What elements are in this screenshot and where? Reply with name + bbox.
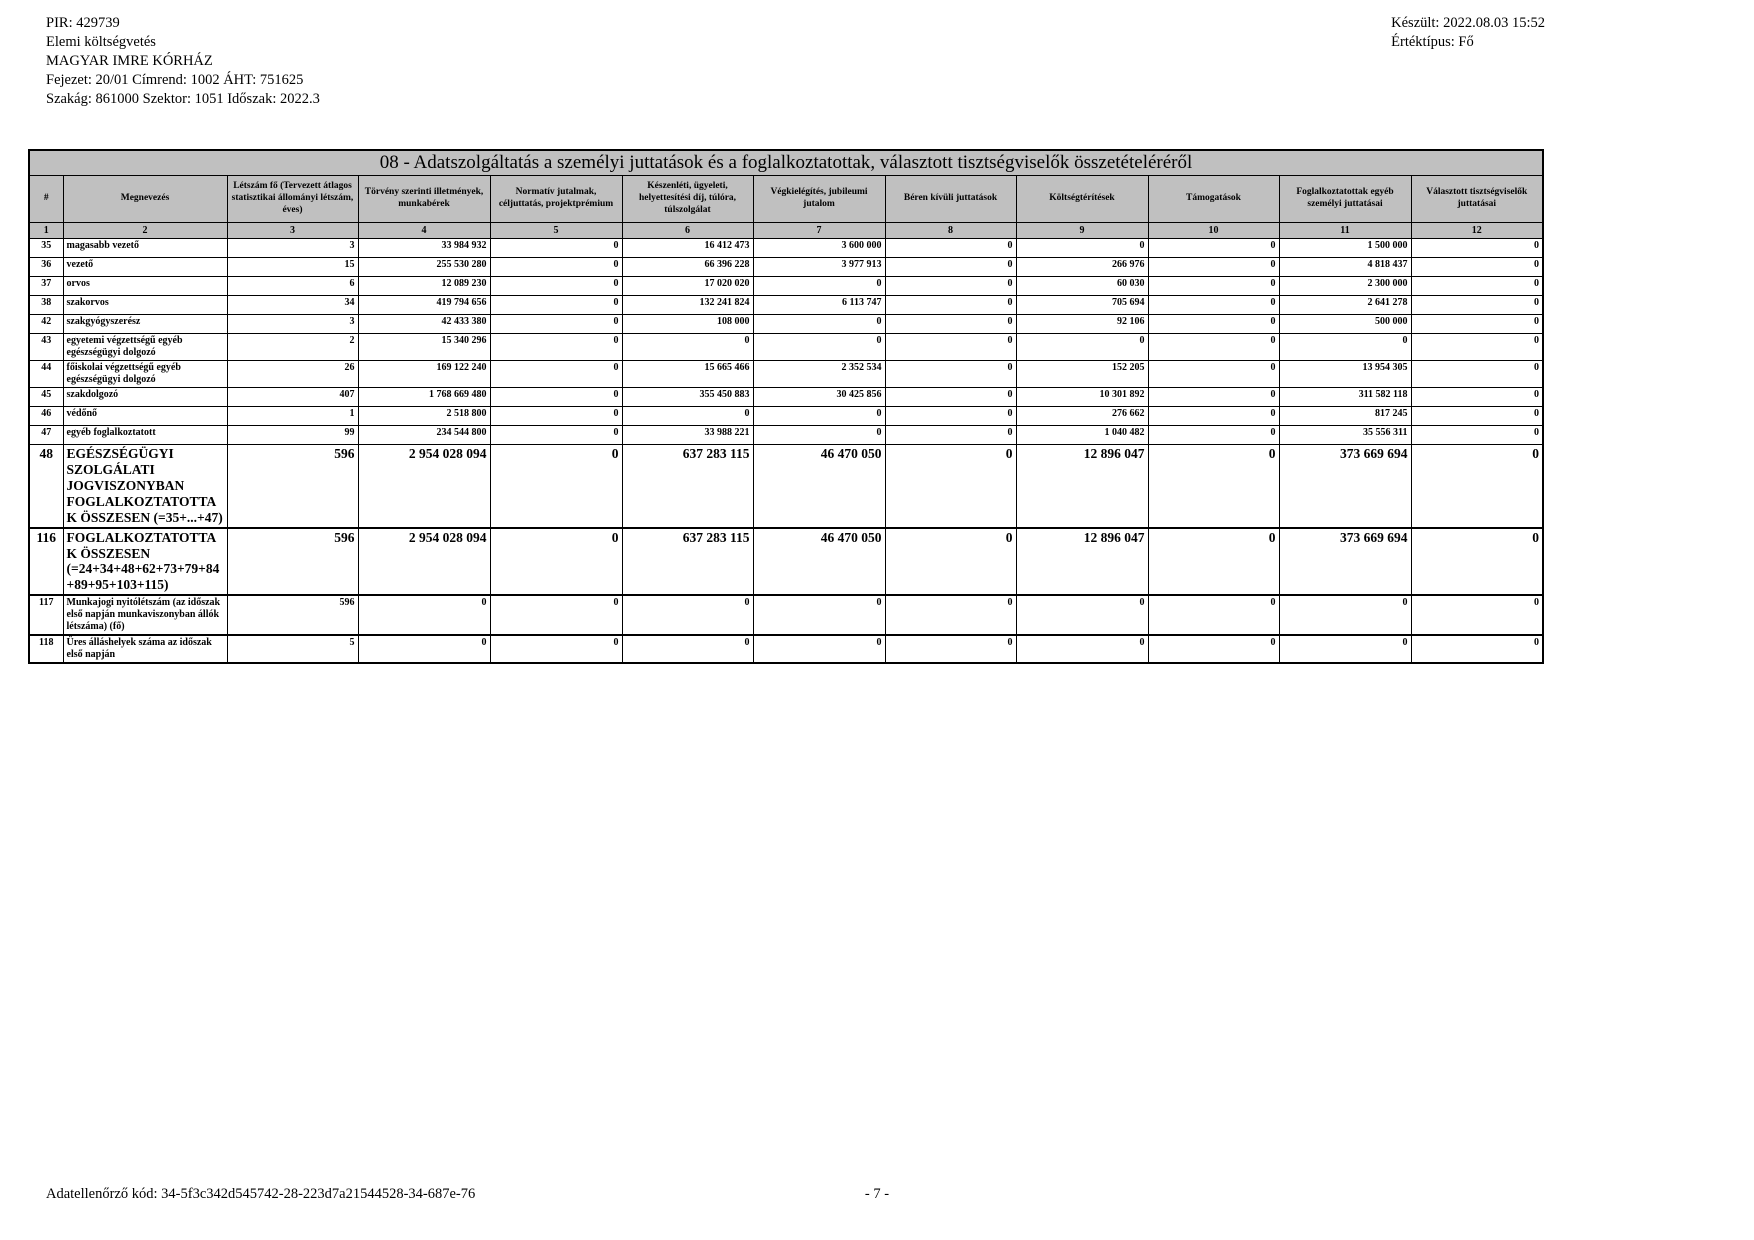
cell-value: 0 (490, 315, 622, 334)
cell-value: 373 669 694 (1279, 528, 1411, 596)
cell-value: 0 (490, 595, 622, 635)
row-name: Üres álláshelyek száma az időszak első napján (63, 635, 227, 663)
cell-value: 0 (885, 445, 1016, 528)
cell-value: 0 (1411, 528, 1543, 596)
cell-value: 46 470 050 (753, 528, 885, 596)
row-name: szakorvos (63, 296, 227, 315)
row-number: 116 (29, 528, 63, 596)
cell-value: 2 954 028 094 (358, 528, 490, 596)
row-number: 45 (29, 388, 63, 407)
cell-value: 0 (1148, 315, 1279, 334)
row-name: egyéb foglalkoztatott (63, 426, 227, 445)
column-number: 1 (29, 223, 63, 239)
row-name: egyetemi végzettségű egyéb egészségügyi dolgozó (63, 334, 227, 361)
row-number: 42 (29, 315, 63, 334)
column-number: 4 (358, 223, 490, 239)
cell-value: 0 (490, 296, 622, 315)
cell-value: 0 (490, 239, 622, 258)
column-header-name: Megnevezés (63, 176, 227, 223)
cell-value: 0 (622, 595, 753, 635)
cell-value: 0 (1411, 635, 1543, 663)
cell-value: 0 (1411, 426, 1543, 445)
cell-value: 66 396 228 (622, 258, 753, 277)
cell-value: 2 352 534 (753, 361, 885, 388)
cell-value: 0 (753, 635, 885, 663)
cell-value: 99 (227, 426, 358, 445)
cell-value: 169 122 240 (358, 361, 490, 388)
row-name: EGÉSZSÉGÜGYI SZOLGÁLATI JOGVISZONYBAN FOGLALKOZTATOTTAK ÖSSZESEN (=35+...+47) (63, 445, 227, 528)
cell-value: 33 988 221 (622, 426, 753, 445)
cell-value: 0 (753, 595, 885, 635)
cell-value: 26 (227, 361, 358, 388)
cell-value: 0 (753, 426, 885, 445)
column-number: 8 (885, 223, 1016, 239)
row-number: 37 (29, 277, 63, 296)
column-number: 6 (622, 223, 753, 239)
row-number: 117 (29, 595, 63, 635)
chapter-info: Fejezet: 20/01 Címrend: 1002 ÁHT: 751625 (46, 72, 304, 88)
cell-value: 12 089 230 (358, 277, 490, 296)
cell-value: 0 (1279, 635, 1411, 663)
cell-value: 15 340 296 (358, 334, 490, 361)
row-number: 47 (29, 426, 63, 445)
cell-value: 0 (490, 528, 622, 596)
cell-value: 6 (227, 277, 358, 296)
cell-value: 0 (490, 426, 622, 445)
cell-value: 0 (753, 407, 885, 426)
cell-value: 0 (1411, 315, 1543, 334)
cell-value: 637 283 115 (622, 528, 753, 596)
cell-value: 152 205 (1016, 361, 1148, 388)
column-number: 7 (753, 223, 885, 239)
row-name: szakgyógyszerész (63, 315, 227, 334)
cell-value: 6 113 747 (753, 296, 885, 315)
table-body (29, 239, 1543, 664)
cell-value: 34 (227, 296, 358, 315)
cell-value: 0 (622, 635, 753, 663)
cell-value: 92 106 (1016, 315, 1148, 334)
row-name: magasabb vezető (63, 239, 227, 258)
cell-value: 42 433 380 (358, 315, 490, 334)
column-header-headcount: Létszám fő (Tervezett átlagos statisztikai állományi létszám, éves) (227, 176, 358, 223)
cell-value: 33 984 932 (358, 239, 490, 258)
cell-value: 500 000 (1279, 315, 1411, 334)
table-row (29, 361, 1543, 388)
cell-value: 0 (490, 334, 622, 361)
cell-value: 0 (753, 315, 885, 334)
cell-value: 1 768 669 480 (358, 388, 490, 407)
table-row (29, 426, 1543, 445)
cell-value: 266 976 (1016, 258, 1148, 277)
cell-value: 0 (490, 361, 622, 388)
table-title: 08 - Adatszolgáltatás a személyi juttatások és a foglalkoztatottak, választott tisztségviselők összetételéréről (29, 150, 1543, 176)
cell-value: 596 (227, 528, 358, 596)
column-number: 11 (1279, 223, 1411, 239)
cell-value: 132 241 824 (622, 296, 753, 315)
cell-value: 0 (490, 635, 622, 663)
cell-value: 15 665 466 (622, 361, 753, 388)
cell-value: 3 600 000 (753, 239, 885, 258)
cell-value: 0 (1148, 258, 1279, 277)
cell-value: 596 (227, 445, 358, 528)
cell-value: 0 (1148, 296, 1279, 315)
column-header-elected-officials: Választott tisztségviselők juttatásai (1411, 176, 1543, 223)
cell-value: 255 530 280 (358, 258, 490, 277)
cell-value: 0 (1148, 334, 1279, 361)
row-number: 118 (29, 635, 63, 663)
cell-value: 234 544 800 (358, 426, 490, 445)
report-table-container (28, 149, 1754, 664)
table-row (29, 277, 1543, 296)
cell-value: 407 (227, 388, 358, 407)
cell-value: 46 470 050 (753, 445, 885, 528)
table-row (29, 635, 1543, 663)
cell-value: 0 (1148, 361, 1279, 388)
cell-value: 12 896 047 (1016, 445, 1148, 528)
table-row (29, 528, 1543, 596)
cell-value: 0 (1279, 334, 1411, 361)
sector-period-info: Szakág: 861000 Szektor: 1051 Időszak: 2022.3 (46, 91, 320, 107)
cell-value: 0 (1016, 334, 1148, 361)
cell-value: 0 (1279, 595, 1411, 635)
cell-value: 35 556 311 (1279, 426, 1411, 445)
cell-value: 30 425 856 (753, 388, 885, 407)
cell-value: 0 (490, 388, 622, 407)
cell-value: 16 412 473 (622, 239, 753, 258)
cell-value: 637 283 115 (622, 445, 753, 528)
cell-value: 0 (358, 595, 490, 635)
cell-value: 3 (227, 239, 358, 258)
row-number: 44 (29, 361, 63, 388)
cell-value: 0 (753, 277, 885, 296)
cell-value: 2 641 278 (1279, 296, 1411, 315)
cell-value: 0 (1148, 595, 1279, 635)
cell-value: 0 (1411, 407, 1543, 426)
cell-value: 0 (1016, 595, 1148, 635)
column-number: 10 (1148, 223, 1279, 239)
report-table (28, 149, 1544, 664)
row-name: Munkajogi nyitólétszám (az időszak első napján munkaviszonyban állók létszáma) (fő) (63, 595, 227, 635)
value-type: Értéktípus: Fő (1391, 34, 1474, 50)
row-name: szakdolgozó (63, 388, 227, 407)
column-header-other-personal: Foglalkoztatottak egyéb személyi juttatásai (1279, 176, 1411, 223)
cell-value: 0 (1148, 445, 1279, 528)
cell-value: 0 (1148, 277, 1279, 296)
cell-value: 2 300 000 (1279, 277, 1411, 296)
row-number: 46 (29, 407, 63, 426)
page-number: - 7 - (864, 1186, 890, 1202)
row-name: orvos (63, 277, 227, 296)
cell-value: 108 000 (622, 315, 753, 334)
column-number: 5 (490, 223, 622, 239)
row-name: vezető (63, 258, 227, 277)
document-header (0, 0, 1754, 109)
cell-value: 0 (622, 334, 753, 361)
column-header-cost-reimbursement: Költségtérítések (1016, 176, 1148, 223)
cell-value: 0 (885, 296, 1016, 315)
column-header-fringe-benefits: Béren kívüli juttatások (885, 176, 1016, 223)
cell-value: 3 (227, 315, 358, 334)
cell-value: 3 977 913 (753, 258, 885, 277)
cell-value: 0 (885, 528, 1016, 596)
cell-value: 2 518 800 (358, 407, 490, 426)
cell-value: 0 (885, 239, 1016, 258)
row-name: védőnő (63, 407, 227, 426)
cell-value: 0 (1411, 296, 1543, 315)
cell-value: 0 (885, 277, 1016, 296)
budget-type: Elemi költségvetés (46, 34, 156, 50)
cell-value: 0 (1411, 445, 1543, 528)
cell-value: 596 (227, 595, 358, 635)
cell-value: 4 818 437 (1279, 258, 1411, 277)
cell-value: 60 030 (1016, 277, 1148, 296)
cell-value: 0 (622, 407, 753, 426)
cell-value: 1 040 482 (1016, 426, 1148, 445)
column-header-severance-jubilee: Végkielégítés, jubileumi jutalom (753, 176, 885, 223)
row-number: 38 (29, 296, 63, 315)
cell-value: 0 (1411, 361, 1543, 388)
cell-value: 276 662 (1016, 407, 1148, 426)
row-name: FOGLALKOZTATOTTAK ÖSSZESEN (=24+34+48+62+73+79+84+89+95+103+115) (63, 528, 227, 596)
cell-value: 0 (1148, 528, 1279, 596)
table-row (29, 595, 1543, 635)
pir-number: PIR: 429739 (46, 15, 120, 31)
cell-value: 0 (885, 407, 1016, 426)
cell-value: 0 (1411, 595, 1543, 635)
cell-value: 0 (885, 334, 1016, 361)
column-header-standby-overtime: Készenléti, ügyeleti, helyettesítési díj, túlóra, túlszolgálat (622, 176, 753, 223)
column-header-normative-bonus: Normatív jutalmak, céljuttatás, projektprémium (490, 176, 622, 223)
cell-value: 10 301 892 (1016, 388, 1148, 407)
row-number: 36 (29, 258, 63, 277)
data-check-code: Adatellenőrző kód: 34-5f3c342d545742-28-223d7a21544528-34-687e-76 (46, 1186, 476, 1202)
cell-value: 0 (1411, 277, 1543, 296)
cell-value: 0 (885, 258, 1016, 277)
table-row (29, 334, 1543, 361)
row-number: 43 (29, 334, 63, 361)
cell-value: 0 (1148, 426, 1279, 445)
cell-value: 419 794 656 (358, 296, 490, 315)
cell-value: 817 245 (1279, 407, 1411, 426)
cell-value: 1 500 000 (1279, 239, 1411, 258)
cell-value: 0 (1411, 258, 1543, 277)
row-name: főiskolai végzettségű egyéb egészségügyi dolgozó (63, 361, 227, 388)
table-row (29, 315, 1543, 334)
cell-value: 17 020 020 (622, 277, 753, 296)
cell-value: 0 (1411, 388, 1543, 407)
cell-value: 0 (885, 635, 1016, 663)
cell-value: 0 (1411, 334, 1543, 361)
column-header-index: # (29, 176, 63, 223)
column-number: 12 (1411, 223, 1543, 239)
cell-value: 0 (490, 258, 622, 277)
cell-value: 0 (1016, 239, 1148, 258)
cell-value: 2 (227, 334, 358, 361)
cell-value: 0 (885, 361, 1016, 388)
column-number-row (29, 223, 1543, 239)
row-number: 48 (29, 445, 63, 528)
cell-value: 705 694 (1016, 296, 1148, 315)
cell-value: 0 (885, 595, 1016, 635)
institution-name: MAGYAR IMRE KÓRHÁZ (46, 53, 213, 69)
cell-value: 311 582 118 (1279, 388, 1411, 407)
document-header-right (1391, 14, 1545, 109)
table-row (29, 239, 1543, 258)
column-header-supports: Támogatások (1148, 176, 1279, 223)
cell-value: 0 (753, 334, 885, 361)
cell-value: 373 669 694 (1279, 445, 1411, 528)
cell-value: 13 954 305 (1279, 361, 1411, 388)
cell-value: 2 954 028 094 (358, 445, 490, 528)
cell-value: 0 (1148, 635, 1279, 663)
cell-value: 0 (885, 426, 1016, 445)
row-number: 35 (29, 239, 63, 258)
cell-value: 0 (358, 635, 490, 663)
cell-value: 0 (885, 388, 1016, 407)
cell-value: 15 (227, 258, 358, 277)
column-number: 2 (63, 223, 227, 239)
cell-value: 0 (1148, 407, 1279, 426)
column-number: 3 (227, 223, 358, 239)
document-header-left (46, 14, 320, 109)
cell-value: 0 (490, 407, 622, 426)
table-row (29, 388, 1543, 407)
table-row (29, 445, 1543, 528)
table-row (29, 296, 1543, 315)
cell-value: 12 896 047 (1016, 528, 1148, 596)
cell-value: 0 (1411, 239, 1543, 258)
created-timestamp: Készült: 2022.08.03 15:52 (1391, 15, 1545, 31)
cell-value: 0 (1148, 239, 1279, 258)
table-row (29, 407, 1543, 426)
cell-value: 0 (1148, 388, 1279, 407)
cell-value: 1 (227, 407, 358, 426)
cell-value: 0 (885, 315, 1016, 334)
cell-value: 0 (490, 445, 622, 528)
column-header-row (29, 176, 1543, 223)
cell-value: 5 (227, 635, 358, 663)
column-header-statutory-pay: Törvény szerinti illetmények, munkabérek (358, 176, 490, 223)
cell-value: 0 (490, 277, 622, 296)
cell-value: 0 (1016, 635, 1148, 663)
cell-value: 355 450 883 (622, 388, 753, 407)
column-number: 9 (1016, 223, 1148, 239)
table-row (29, 258, 1543, 277)
